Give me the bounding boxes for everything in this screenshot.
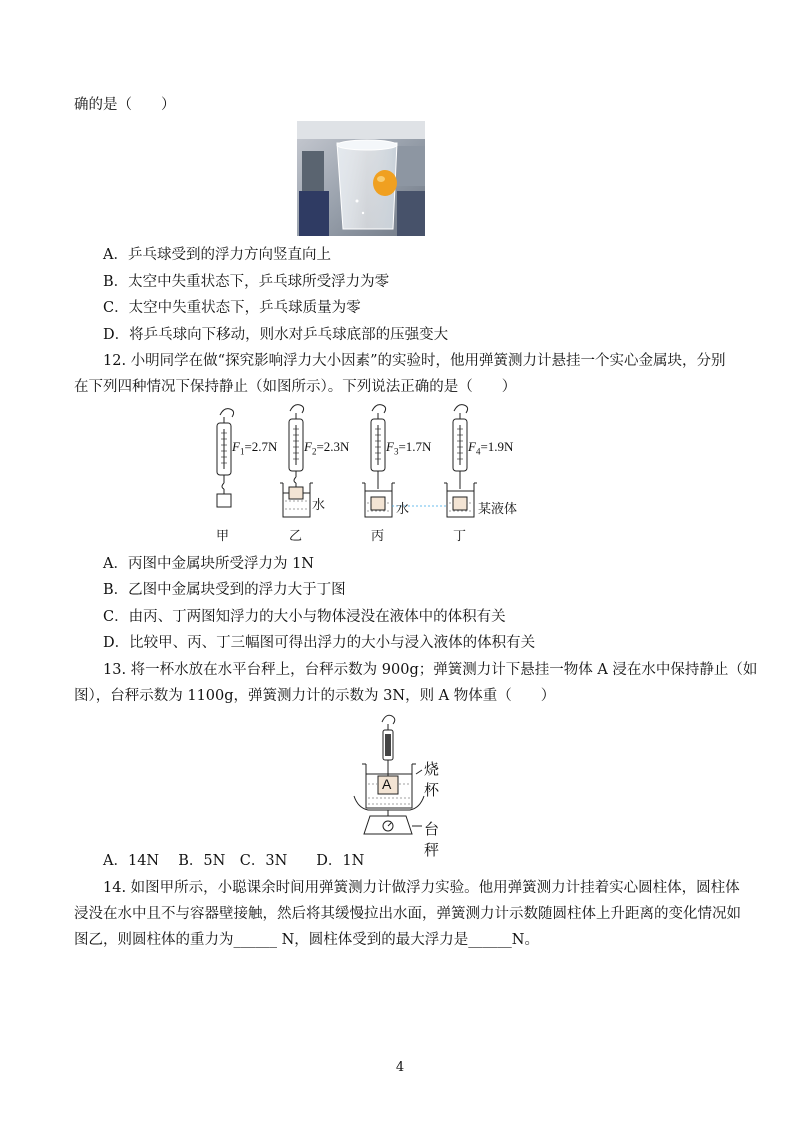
- q12-stem-line2: 在下列四种情况下保持静止（如图所示）。下列说法正确的是（ ）: [74, 379, 517, 395]
- scale-label: 台秤: [424, 820, 440, 859]
- beaker-label: 烧杯: [424, 760, 440, 799]
- q11-stem-tail: 确的是（ ）: [74, 97, 176, 113]
- f4-label: F: [468, 439, 476, 454]
- f1-sub: 1: [239, 446, 245, 457]
- liquid-label-water-b: 水: [312, 498, 326, 513]
- q12-stem-line1: 12. 小明同学在做“探究影响浮力大小因素”的实验时，他用弹簧测力计悬挂一个实心金属块，分别: [103, 353, 726, 369]
- page-number: 4: [395, 1060, 405, 1075]
- f2-reading: =2.3N: [316, 439, 350, 454]
- f2-label: F: [304, 439, 312, 454]
- q14-stem-line3: 图乙，则圆柱体的重力为______ N，圆柱体受到的最大浮力是______N。: [74, 932, 539, 948]
- q12-option-d: D．比较甲、丙、丁三幅图可得出浮力的大小与浸入液体的体积有关: [103, 635, 536, 651]
- panel-name-ding: 丁: [453, 529, 467, 544]
- block-a-label: A: [382, 776, 392, 792]
- q12-option-b: B．乙图中金属块受到的浮力大于丁图: [103, 582, 346, 598]
- f3-sub: 3: [393, 446, 399, 457]
- f1-label: F: [232, 439, 240, 454]
- q11-option-c: C．太空中失重状态下，乒乓球质量为零: [103, 300, 361, 316]
- q11-option-a: A．乒乓球受到的浮力方向竖直向上: [103, 247, 331, 263]
- f1-reading: =2.7N: [244, 439, 278, 454]
- q12-option-a: A．丙图中金属块所受浮力为 1N: [103, 556, 314, 572]
- q11-option-d: D．将乒乓球向下移动，则水对乒乓球底部的压强变大: [103, 327, 449, 343]
- q13-stem-line2: 图），台秤示数为 1100g，弹簧测力计的示数为 3N，则 A 物体重（ ）: [74, 688, 556, 704]
- q14-stem-line1: 14. 如图甲所示，小聪课余时间用弹簧测力计做浮力实验。他用弹簧测力计挂着实心圆柱体，圆柱体: [103, 880, 740, 896]
- q13-stem-line1: 13. 将一杯水放在水平台秤上，台秤示数为 900g；弹簧测力计下悬挂一物体 A 浸在水中保持静止（如: [103, 662, 758, 678]
- q14-stem-line2: 浸没在水中且不与容器壁接触，然后将其缓慢拉出水面，弹簧测力计示数随圆柱体上升距离的变化情况如: [74, 906, 741, 922]
- f3-label: F: [386, 439, 394, 454]
- liquid-label-other: 某液体: [478, 502, 518, 517]
- panel-name-yi: 乙: [289, 529, 303, 544]
- f4-sub: 4: [475, 446, 481, 457]
- q11-option-b: B．太空中失重状态下，乒乓球所受浮力为零: [103, 274, 390, 290]
- liquid-label-water-c: 水: [396, 502, 410, 517]
- panel-name-jia: 甲: [216, 529, 230, 544]
- f2-sub: 2: [311, 446, 317, 457]
- f4-reading: =1.9N: [480, 439, 514, 454]
- panel-name-bing: 丙: [371, 529, 385, 544]
- q12-option-c: C．由丙、丁两图知浮力的大小与物体浸没在液体中的体积有关: [103, 609, 506, 625]
- q13-options: A．14N B．5N C．3N D．1N: [103, 853, 365, 869]
- space-station-photo: [297, 121, 425, 236]
- f3-reading: =1.7N: [398, 439, 432, 454]
